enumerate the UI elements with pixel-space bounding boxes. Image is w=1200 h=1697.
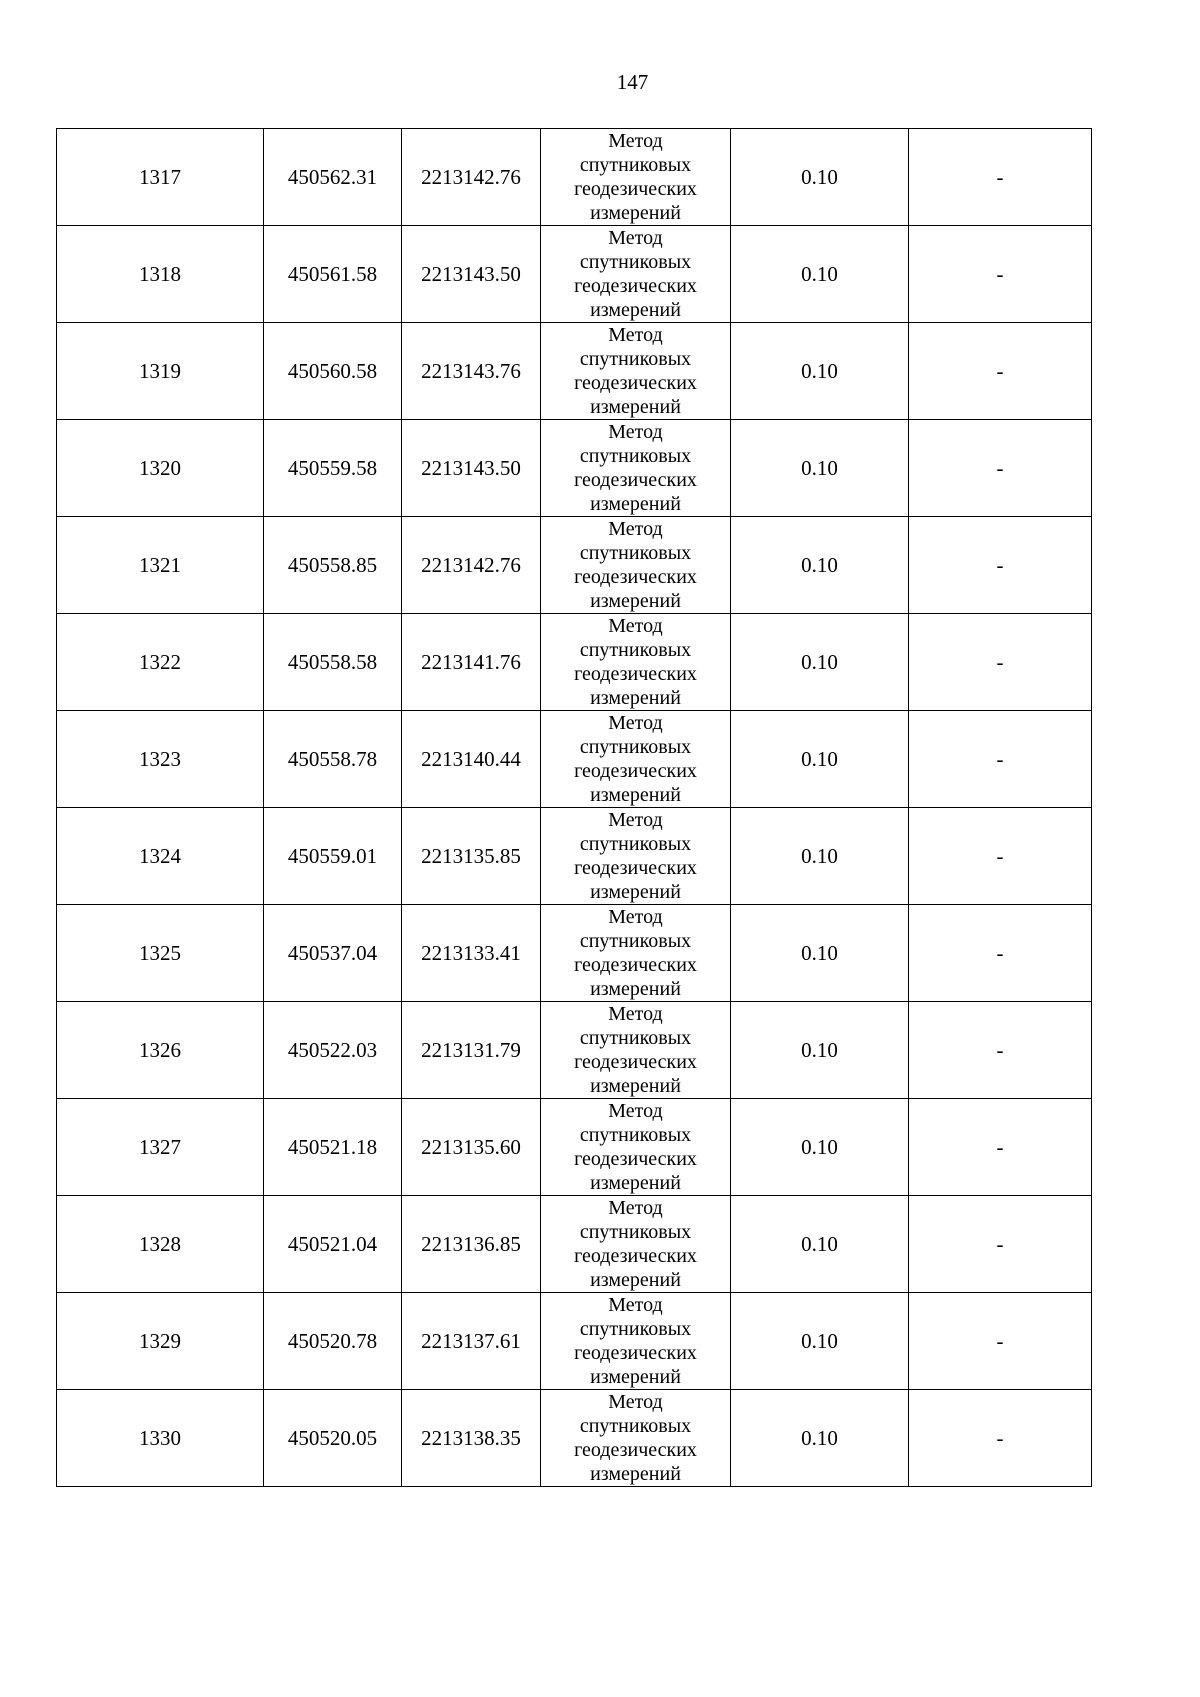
method-cell xyxy=(541,1196,731,1293)
method-line: спутниковых xyxy=(579,639,692,661)
y-coordinate-cell: 2213137.61 xyxy=(402,1293,541,1390)
x-coordinate-cell: 450558.85 xyxy=(264,517,402,614)
method-line: геодезических xyxy=(574,1439,697,1461)
note-cell: - xyxy=(909,614,1092,711)
method-line: измерений xyxy=(590,493,681,515)
accuracy-cell: 0.10 xyxy=(731,711,909,808)
method-line: Метод xyxy=(608,130,663,152)
point-number-cell: 1326 xyxy=(57,1002,264,1099)
table-row xyxy=(57,1002,1092,1099)
method-cell xyxy=(541,323,731,420)
point-number-cell: 1329 xyxy=(57,1293,264,1390)
point-number-cell: 1325 xyxy=(57,905,264,1002)
y-coordinate-cell: 2213143.76 xyxy=(402,323,541,420)
method-line: Метод xyxy=(608,906,663,928)
accuracy-cell: 0.10 xyxy=(731,1293,909,1390)
method-line: измерений xyxy=(590,396,681,418)
method-line: спутниковых xyxy=(579,1415,692,1437)
note-cell: - xyxy=(909,808,1092,905)
accuracy-cell: 0.10 xyxy=(731,420,909,517)
method-line: спутниковых xyxy=(579,833,692,855)
accuracy-cell: 0.10 xyxy=(731,1002,909,1099)
x-coordinate-cell: 450558.58 xyxy=(264,614,402,711)
method-line: измерений xyxy=(590,1269,681,1291)
method-line: Метод xyxy=(608,1391,663,1413)
point-number-cell: 1318 xyxy=(57,226,264,323)
method-cell xyxy=(541,614,731,711)
accuracy-cell: 0.10 xyxy=(731,323,909,420)
note-cell: - xyxy=(909,1002,1092,1099)
method-line: Метод xyxy=(608,809,663,831)
table-row xyxy=(57,905,1092,1002)
point-number-cell: 1324 xyxy=(57,808,264,905)
x-coordinate-cell: 450520.78 xyxy=(264,1293,402,1390)
method-line: спутниковых xyxy=(579,348,692,370)
method-cell xyxy=(541,1390,731,1487)
accuracy-cell: 0.10 xyxy=(731,1196,909,1293)
y-coordinate-cell: 2213142.76 xyxy=(402,517,541,614)
method-line: спутниковых xyxy=(579,736,692,758)
x-coordinate-cell: 450558.78 xyxy=(264,711,402,808)
method-line: Метод xyxy=(608,421,663,443)
accuracy-cell: 0.10 xyxy=(731,614,909,711)
y-coordinate-cell: 2213142.76 xyxy=(402,129,541,226)
x-coordinate-cell: 450521.04 xyxy=(264,1196,402,1293)
method-cell xyxy=(541,129,731,226)
note-cell: - xyxy=(909,1293,1092,1390)
method-line: Метод xyxy=(608,1294,663,1316)
method-line: Метод xyxy=(608,1003,663,1025)
accuracy-cell: 0.10 xyxy=(731,905,909,1002)
x-coordinate-cell: 450562.31 xyxy=(264,129,402,226)
method-line: измерений xyxy=(590,299,681,321)
method-cell xyxy=(541,1002,731,1099)
table-row xyxy=(57,1293,1092,1390)
x-coordinate-cell: 450522.03 xyxy=(264,1002,402,1099)
table-row xyxy=(57,129,1092,226)
method-line: Метод xyxy=(608,1197,663,1219)
y-coordinate-cell: 2213138.35 xyxy=(402,1390,541,1487)
accuracy-cell: 0.10 xyxy=(731,517,909,614)
method-line: измерений xyxy=(590,881,681,903)
x-coordinate-cell: 450520.05 xyxy=(264,1390,402,1487)
table-row xyxy=(57,711,1092,808)
x-coordinate-cell: 450559.01 xyxy=(264,808,402,905)
method-line: измерений xyxy=(590,590,681,612)
method-line: Метод xyxy=(608,1100,663,1122)
method-line: Метод xyxy=(608,324,663,346)
method-line: измерений xyxy=(590,784,681,806)
x-coordinate-cell: 450560.58 xyxy=(264,323,402,420)
method-line: геодезических xyxy=(574,1051,697,1073)
y-coordinate-cell: 2213131.79 xyxy=(402,1002,541,1099)
table-body xyxy=(57,129,1092,1487)
point-number-cell: 1330 xyxy=(57,1390,264,1487)
method-line: измерений xyxy=(590,202,681,224)
accuracy-cell: 0.10 xyxy=(731,129,909,226)
method-line: геодезических xyxy=(574,275,697,297)
table-row xyxy=(57,420,1092,517)
method-line: Метод xyxy=(608,518,663,540)
method-cell xyxy=(541,420,731,517)
y-coordinate-cell: 2213135.60 xyxy=(402,1099,541,1196)
note-cell: - xyxy=(909,323,1092,420)
method-line: геодезических xyxy=(574,178,697,200)
method-line: спутниковых xyxy=(579,1318,692,1340)
note-cell: - xyxy=(909,517,1092,614)
x-coordinate-cell: 450559.58 xyxy=(264,420,402,517)
method-line: измерений xyxy=(590,1075,681,1097)
x-coordinate-cell: 450561.58 xyxy=(264,226,402,323)
table-row xyxy=(57,323,1092,420)
method-line: геодезических xyxy=(574,372,697,394)
y-coordinate-cell: 2213135.85 xyxy=(402,808,541,905)
note-cell: - xyxy=(909,420,1092,517)
note-cell: - xyxy=(909,129,1092,226)
method-line: спутниковых xyxy=(579,930,692,952)
y-coordinate-cell: 2213133.41 xyxy=(402,905,541,1002)
table-row xyxy=(57,1390,1092,1487)
point-number-cell: 1322 xyxy=(57,614,264,711)
method-cell xyxy=(541,1293,731,1390)
method-line: спутниковых xyxy=(579,445,692,467)
table-row xyxy=(57,1099,1092,1196)
method-cell xyxy=(541,1099,731,1196)
y-coordinate-cell: 2213143.50 xyxy=(402,226,541,323)
method-line: спутниковых xyxy=(579,1124,692,1146)
accuracy-cell: 0.10 xyxy=(731,808,909,905)
method-line: Метод xyxy=(608,615,663,637)
method-line: геодезических xyxy=(574,954,697,976)
y-coordinate-cell: 2213140.44 xyxy=(402,711,541,808)
method-line: измерений xyxy=(590,1366,681,1388)
accuracy-cell: 0.10 xyxy=(731,1099,909,1196)
accuracy-cell: 0.10 xyxy=(731,226,909,323)
note-cell: - xyxy=(909,711,1092,808)
method-line: геодезических xyxy=(574,1148,697,1170)
method-cell xyxy=(541,905,731,1002)
method-line: геодезических xyxy=(574,469,697,491)
table-row xyxy=(57,226,1092,323)
method-line: измерений xyxy=(590,687,681,709)
page-number: 147 xyxy=(616,70,649,94)
method-line: геодезических xyxy=(574,857,697,879)
note-cell: - xyxy=(909,1196,1092,1293)
note-cell: - xyxy=(909,1390,1092,1487)
method-line: геодезических xyxy=(574,760,697,782)
note-cell: - xyxy=(909,226,1092,323)
method-line: геодезических xyxy=(574,566,697,588)
point-number-cell: 1320 xyxy=(57,420,264,517)
note-cell: - xyxy=(909,1099,1092,1196)
method-line: Метод xyxy=(608,712,663,734)
method-line: геодезических xyxy=(574,663,697,685)
point-number-cell: 1317 xyxy=(57,129,264,226)
point-number-cell: 1327 xyxy=(57,1099,264,1196)
point-number-cell: 1323 xyxy=(57,711,264,808)
note-cell: - xyxy=(909,905,1092,1002)
method-line: спутниковых xyxy=(579,251,692,273)
y-coordinate-cell: 2213141.76 xyxy=(402,614,541,711)
method-cell xyxy=(541,517,731,614)
method-cell xyxy=(541,808,731,905)
method-line: измерений xyxy=(590,1463,681,1485)
x-coordinate-cell: 450521.18 xyxy=(264,1099,402,1196)
coordinates-table xyxy=(56,128,1092,1487)
method-line: геодезических xyxy=(574,1342,697,1364)
method-line: спутниковых xyxy=(579,154,692,176)
accuracy-cell: 0.10 xyxy=(731,1390,909,1487)
x-coordinate-cell: 450537.04 xyxy=(264,905,402,1002)
y-coordinate-cell: 2213136.85 xyxy=(402,1196,541,1293)
method-line: спутниковых xyxy=(579,1027,692,1049)
method-line: спутниковых xyxy=(579,542,692,564)
table-row xyxy=(57,614,1092,711)
point-number-cell: 1321 xyxy=(57,517,264,614)
y-coordinate-cell: 2213143.50 xyxy=(402,420,541,517)
method-cell xyxy=(541,226,731,323)
method-line: геодезических xyxy=(574,1245,697,1267)
method-line: измерений xyxy=(590,978,681,1000)
method-line: Метод xyxy=(608,227,663,249)
method-cell xyxy=(541,711,731,808)
point-number-cell: 1328 xyxy=(57,1196,264,1293)
method-line: измерений xyxy=(590,1172,681,1194)
point-number-cell: 1319 xyxy=(57,323,264,420)
table-row xyxy=(57,1196,1092,1293)
table-row xyxy=(57,517,1092,614)
table-row xyxy=(57,808,1092,905)
method-line: спутниковых xyxy=(579,1221,692,1243)
